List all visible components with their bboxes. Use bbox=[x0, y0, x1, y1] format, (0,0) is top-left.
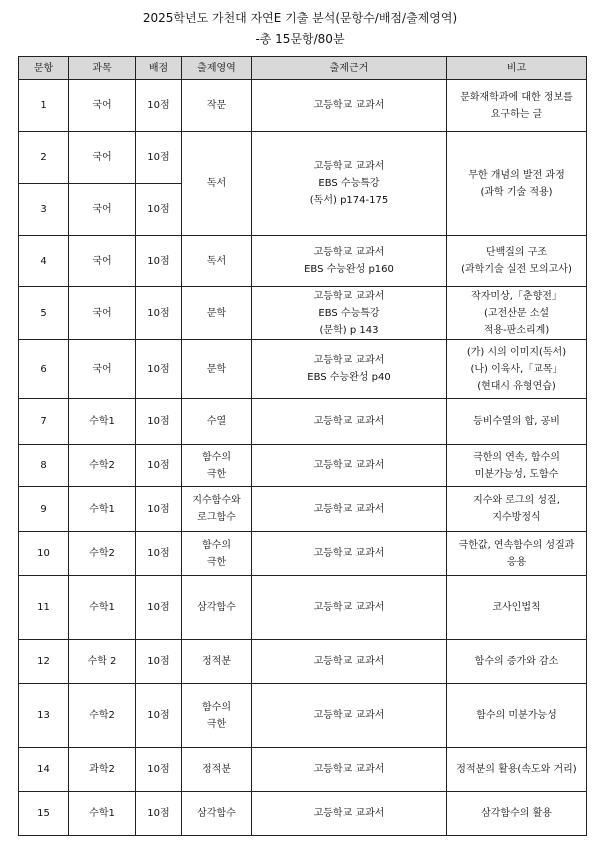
area-cell bbox=[182, 684, 252, 748]
subject-cell: 수학2 bbox=[69, 445, 136, 487]
basis-cell-line: EBS 수능특강 bbox=[318, 307, 380, 319]
score-cell: 10점 bbox=[136, 445, 182, 487]
basis-cell-line: EBS 수능완성 p160 bbox=[304, 264, 394, 275]
note-cell-line: 적용-판소리계) bbox=[483, 324, 550, 336]
question-number: 13 bbox=[19, 684, 69, 748]
note-cell bbox=[447, 445, 587, 487]
score-cell: 10점 bbox=[136, 399, 182, 445]
basis-cell-line: 고등학교 교과서 bbox=[313, 808, 385, 819]
subject-cell: 국어 bbox=[69, 80, 136, 132]
subject-cell: 국어 bbox=[69, 340, 136, 399]
area-cell bbox=[182, 487, 252, 532]
note-cell bbox=[447, 236, 587, 287]
score-cell: 10점 bbox=[136, 748, 182, 792]
basis-cell bbox=[252, 399, 447, 445]
basis-cell-line: 고등학교 교과서 bbox=[313, 290, 385, 302]
note-cell-line: (과학 기술 적용) bbox=[480, 186, 553, 198]
col-header-subject: 과목 bbox=[69, 57, 136, 80]
score-cell: 10점 bbox=[136, 640, 182, 684]
table-header-row bbox=[19, 57, 587, 80]
note-cell-line: 지수방정식 bbox=[492, 512, 541, 523]
note-cell bbox=[447, 340, 587, 399]
subject-cell: 국어 bbox=[69, 236, 136, 287]
table-row bbox=[19, 80, 587, 132]
question-number: 7 bbox=[19, 399, 69, 445]
area-cell bbox=[182, 287, 252, 340]
table-row bbox=[19, 684, 587, 748]
area-cell-line: 극한 bbox=[206, 556, 227, 568]
subject-cell: 수학 2 bbox=[69, 640, 136, 684]
score-cell: 10점 bbox=[136, 287, 182, 340]
note-cell-line: (과학기술 실전 모의고사) bbox=[461, 264, 572, 275]
note-cell bbox=[447, 684, 587, 748]
score-cell: 10점 bbox=[136, 236, 182, 287]
area-cell-line: 극한 bbox=[206, 468, 227, 480]
area-cell-line: 수열 bbox=[206, 416, 227, 427]
subject-cell: 과학2 bbox=[69, 748, 136, 792]
basis-cell-line: 고등학교 교과서 bbox=[313, 161, 385, 172]
note-cell-line: 극한의 연속, 함수의 bbox=[473, 451, 560, 463]
basis-cell-line: 고등학교 교과서 bbox=[313, 548, 385, 559]
area-cell-line: 함수의 bbox=[202, 539, 231, 551]
area-cell-line: 독서 bbox=[206, 178, 227, 189]
area-cell bbox=[182, 132, 252, 236]
area-cell bbox=[182, 640, 252, 684]
table-row bbox=[19, 532, 587, 576]
note-cell bbox=[447, 487, 587, 532]
document-title: 2025학년도 가천대 자연E 기출 분석(문항수/배점/출제영역) bbox=[142, 11, 458, 25]
table-row bbox=[19, 287, 587, 340]
table-row bbox=[19, 748, 587, 792]
area-cell-line: 독서 bbox=[206, 255, 227, 267]
area-cell bbox=[182, 576, 252, 640]
note-cell-line: 미분가능성, 도함수 bbox=[474, 468, 559, 480]
score-cell: 10점 bbox=[136, 487, 182, 532]
basis-cell-line: 고등학교 교과서 bbox=[313, 602, 385, 613]
score-cell: 10점 bbox=[136, 340, 182, 399]
area-cell bbox=[182, 792, 252, 836]
note-cell-line: 함수의 미분가능성 bbox=[476, 710, 557, 721]
note-cell-line: 작자미상,「춘향전」 bbox=[471, 290, 562, 302]
note-cell bbox=[447, 640, 587, 684]
note-cell-line: 극한값, 연속함수의 성질과 bbox=[458, 539, 575, 551]
subject-cell: 수학2 bbox=[69, 532, 136, 576]
basis-cell-line: 고등학교 교과서 bbox=[313, 656, 385, 667]
note-cell bbox=[447, 287, 587, 340]
question-number: 1 bbox=[19, 80, 69, 132]
area-cell-line: 함수의 bbox=[202, 701, 231, 713]
question-number: 5 bbox=[19, 287, 69, 340]
col-header-score: 배점 bbox=[136, 57, 182, 80]
exam-analysis-table bbox=[18, 56, 587, 836]
question-number: 9 bbox=[19, 487, 69, 532]
score-cell: 10점 bbox=[136, 532, 182, 576]
table-row bbox=[19, 236, 587, 287]
area-cell bbox=[182, 340, 252, 399]
note-cell-line: 삼각함수의 활용 bbox=[481, 808, 552, 819]
question-number: 10 bbox=[19, 532, 69, 576]
note-cell-line: 응용 bbox=[506, 556, 527, 568]
area-cell-line: 정적분 bbox=[202, 764, 231, 775]
question-number: 11 bbox=[19, 576, 69, 640]
area-cell-line: 정적분 bbox=[202, 656, 231, 667]
subject-cell: 수학1 bbox=[69, 487, 136, 532]
question-number: 3 bbox=[19, 184, 69, 236]
basis-cell bbox=[252, 684, 447, 748]
basis-cell bbox=[252, 748, 447, 792]
basis-cell-line: (독서) p174-175 bbox=[309, 195, 389, 206]
area-cell-line: 함수의 bbox=[202, 451, 231, 463]
note-cell-line: 함수의 증가와 감소 bbox=[474, 656, 559, 667]
basis-cell bbox=[252, 340, 447, 399]
basis-cell-line: EBS 수능특강 bbox=[318, 178, 380, 189]
basis-cell bbox=[252, 236, 447, 287]
note-cell bbox=[447, 80, 587, 132]
area-cell-line: 극한 bbox=[206, 718, 227, 730]
basis-cell-line: EBS 수능완성 p40 bbox=[307, 372, 391, 383]
table-row bbox=[19, 576, 587, 640]
question-number: 8 bbox=[19, 445, 69, 487]
area-cell-line: 작문 bbox=[206, 100, 227, 111]
basis-cell-line: 고등학교 교과서 bbox=[313, 247, 385, 258]
basis-cell bbox=[252, 445, 447, 487]
table-row bbox=[19, 132, 587, 184]
note-cell-line: 지수와 로그의 성질, bbox=[473, 495, 560, 506]
basis-cell bbox=[252, 487, 447, 532]
basis-cell-line: 고등학교 교과서 bbox=[313, 710, 385, 721]
basis-cell-line: 고등학교 교과서 bbox=[313, 416, 385, 427]
basis-cell bbox=[252, 80, 447, 132]
note-cell bbox=[447, 399, 587, 445]
score-cell: 10점 bbox=[136, 132, 182, 184]
area-cell bbox=[182, 236, 252, 287]
basis-cell-line: 고등학교 교과서 bbox=[313, 460, 385, 471]
subject-cell: 국어 bbox=[69, 287, 136, 340]
note-cell-line: 단백질의 구조 bbox=[485, 247, 548, 258]
score-cell: 10점 bbox=[136, 80, 182, 132]
subject-cell: 국어 bbox=[69, 132, 136, 184]
note-cell-line: (가) 시의 이미지(독서) bbox=[466, 346, 567, 358]
table-row bbox=[19, 487, 587, 532]
subject-cell: 수학1 bbox=[69, 792, 136, 836]
area-cell bbox=[182, 445, 252, 487]
table-row bbox=[19, 340, 587, 399]
area-cell-line: 문학 bbox=[206, 307, 227, 319]
note-cell-line: 정적분의 활용(속도와 거리) bbox=[456, 764, 577, 775]
area-cell-line: 삼각함수 bbox=[197, 808, 236, 819]
question-number: 6 bbox=[19, 340, 69, 399]
subject-cell: 수학2 bbox=[69, 684, 136, 748]
basis-cell-line: (문학) p 143 bbox=[319, 324, 379, 336]
col-header-question: 문항 bbox=[19, 57, 69, 80]
score-cell: 10점 bbox=[136, 684, 182, 748]
col-header-area: 출제영역 bbox=[182, 57, 252, 80]
basis-cell bbox=[252, 576, 447, 640]
question-number: 15 bbox=[19, 792, 69, 836]
note-cell-line: 요구하는 글 bbox=[490, 108, 543, 120]
note-cell-line: 코사인법칙 bbox=[492, 602, 541, 613]
area-cell bbox=[182, 532, 252, 576]
table-row bbox=[19, 792, 587, 836]
area-cell-line: 문학 bbox=[206, 363, 227, 375]
note-cell bbox=[447, 792, 587, 836]
basis-cell-line: 고등학교 교과서 bbox=[313, 100, 385, 111]
subject-cell: 수학1 bbox=[69, 576, 136, 640]
score-cell: 10점 bbox=[136, 184, 182, 236]
basis-cell-line: 고등학교 교과서 bbox=[313, 764, 385, 775]
table-row bbox=[19, 640, 587, 684]
score-cell: 10점 bbox=[136, 792, 182, 836]
subject-cell: 수학1 bbox=[69, 399, 136, 445]
col-header-note: 비고 bbox=[447, 57, 587, 80]
area-cell bbox=[182, 80, 252, 132]
basis-cell-line: 고등학교 교과서 bbox=[313, 355, 385, 366]
subject-cell: 국어 bbox=[69, 184, 136, 236]
document-subtitle: -총 15문항/80분 bbox=[255, 32, 345, 46]
col-header-basis: 출제근거 bbox=[252, 57, 447, 80]
note-cell-line: (나) 이육사,「교목」 bbox=[470, 363, 563, 375]
table-row bbox=[19, 399, 587, 445]
note-cell-line: 등비수열의 합, 공비 bbox=[473, 416, 560, 427]
question-number: 12 bbox=[19, 640, 69, 684]
note-cell-line: (현대시 유형연습) bbox=[477, 380, 556, 392]
basis-cell bbox=[252, 640, 447, 684]
basis-cell bbox=[252, 532, 447, 576]
area-cell-line: 지수함수와 bbox=[192, 495, 241, 506]
area-cell-line: 로그함수 bbox=[197, 512, 236, 523]
note-cell-line: (고전산문 소설 bbox=[483, 307, 550, 319]
note-cell-line: 무한 개념의 발전 과정 bbox=[468, 169, 565, 181]
score-cell: 10점 bbox=[136, 576, 182, 640]
note-cell-line: 문화재학과에 대한 정보를 bbox=[460, 91, 573, 103]
question-number: 2 bbox=[19, 132, 69, 184]
area-cell bbox=[182, 748, 252, 792]
question-number: 14 bbox=[19, 748, 69, 792]
basis-cell-line: 고등학교 교과서 bbox=[313, 503, 385, 515]
note-cell bbox=[447, 132, 587, 236]
basis-cell bbox=[252, 132, 447, 236]
note-cell bbox=[447, 532, 587, 576]
area-cell-line: 삼각함수 bbox=[197, 602, 236, 613]
question-number: 4 bbox=[19, 236, 69, 287]
table-row bbox=[19, 445, 587, 487]
note-cell bbox=[447, 576, 587, 640]
area-cell bbox=[182, 399, 252, 445]
note-cell bbox=[447, 748, 587, 792]
basis-cell bbox=[252, 287, 447, 340]
basis-cell bbox=[252, 792, 447, 836]
